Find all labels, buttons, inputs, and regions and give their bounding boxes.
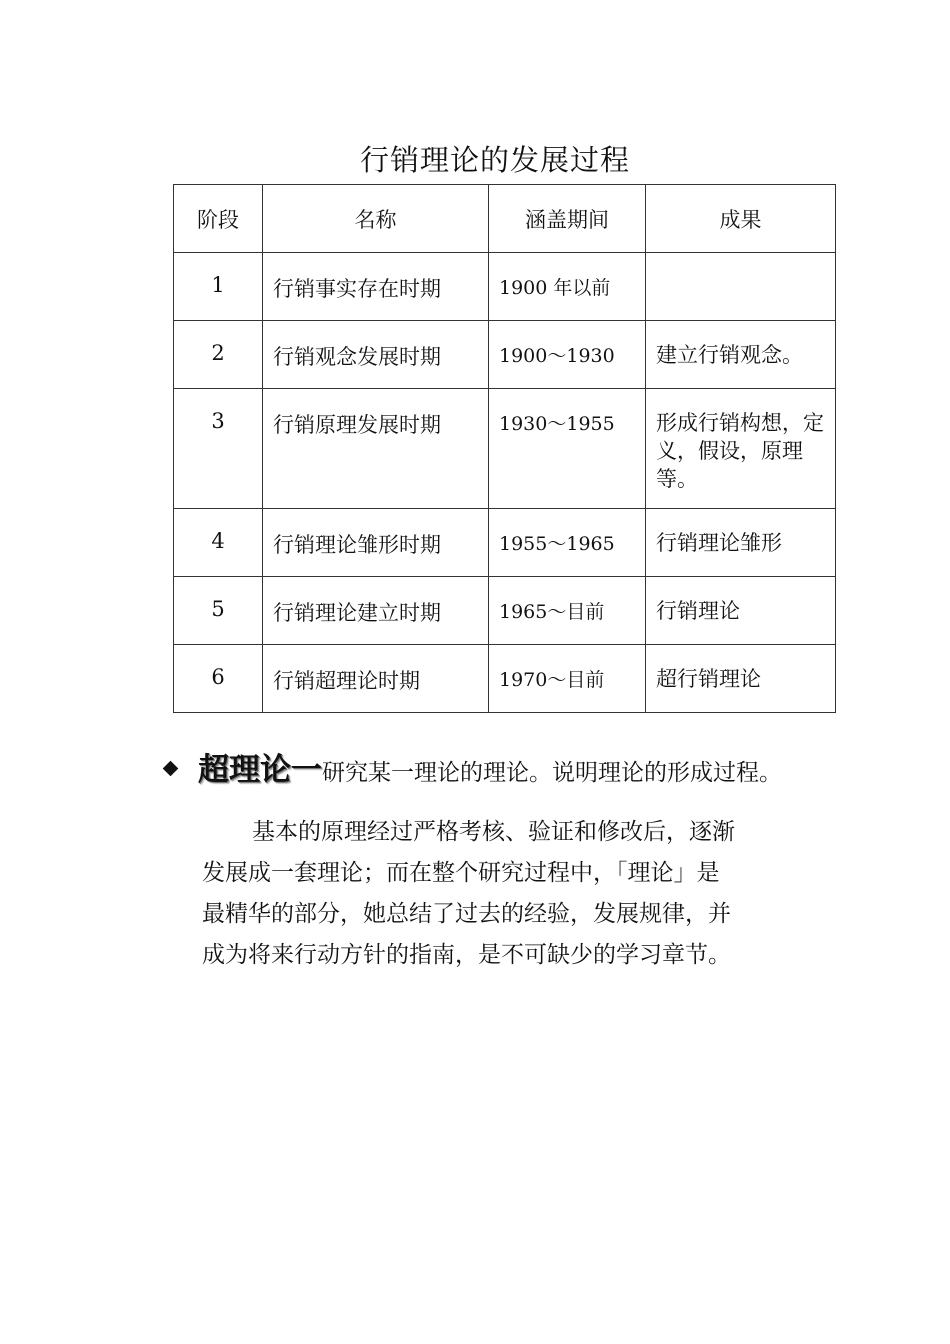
bullet-description: 研究某一理论的理论。说明理论的形成过程。 [322, 760, 782, 786]
cell-name: 行销超理论时期 [263, 645, 489, 713]
diamond-bullet-icon [163, 761, 179, 777]
cell-result: 超行销理论 [646, 645, 836, 713]
paragraph-line: 成为将来行动方针的指南，是不可缺少的学习章节。 [202, 942, 731, 968]
table-row [174, 321, 836, 389]
header-result: 成果 [646, 185, 836, 253]
header-period: 涵盖期间 [489, 185, 646, 253]
cell-result: 形成行销构想，定义，假设，原理等。 [646, 389, 836, 509]
cell-period: 1970～目前 [489, 645, 646, 713]
table-row [174, 645, 836, 713]
cell-period: 1900～1930 [489, 321, 646, 389]
paragraph-line: 最精华的部分，她总结了过去的经验，发展规律，并 [202, 901, 731, 927]
stages-table [173, 184, 836, 713]
header-stage: 阶段 [174, 185, 263, 253]
cell-stage: 4 [174, 509, 263, 577]
cell-period: 1955～1965 [489, 509, 646, 577]
cell-period: 1900 年以前 [489, 253, 646, 321]
header-name: 名称 [263, 185, 489, 253]
cell-result [646, 253, 836, 321]
cell-result: 行销理论 [646, 577, 836, 645]
paragraph-line: 发展成一套理论；而在整个研究过程中，「理论」是 [202, 860, 720, 886]
cell-period: 1930～1955 [489, 389, 646, 509]
cell-name: 行销原理发展时期 [263, 389, 489, 509]
cell-name: 行销理论雏形时期 [263, 509, 489, 577]
body-paragraph [202, 812, 802, 976]
table-header-row [174, 185, 836, 253]
table-row [174, 389, 836, 509]
table-row [174, 253, 836, 321]
table-row [174, 509, 836, 577]
cell-name: 行销事实存在时期 [263, 253, 489, 321]
table-row [174, 577, 836, 645]
cell-stage: 6 [174, 645, 263, 713]
cell-result: 建立行销观念。 [646, 321, 836, 389]
cell-stage: 2 [174, 321, 263, 389]
cell-name: 行销理论建立时期 [263, 577, 489, 645]
cell-period: 1965～目前 [489, 577, 646, 645]
cell-stage: 3 [174, 389, 263, 509]
cell-stage: 5 [174, 577, 263, 645]
cell-name: 行销观念发展时期 [263, 321, 489, 389]
bullet-item [165, 744, 782, 789]
page-title: 行销理论的发展过程 [359, 143, 630, 177]
cell-result: 行销理论雏形 [646, 509, 836, 577]
bullet-term: 超理论一 [198, 752, 322, 788]
cell-stage: 1 [174, 253, 263, 321]
paragraph-line: 基本的原理经过严格考核、验证和修改后，逐渐 [252, 819, 735, 845]
